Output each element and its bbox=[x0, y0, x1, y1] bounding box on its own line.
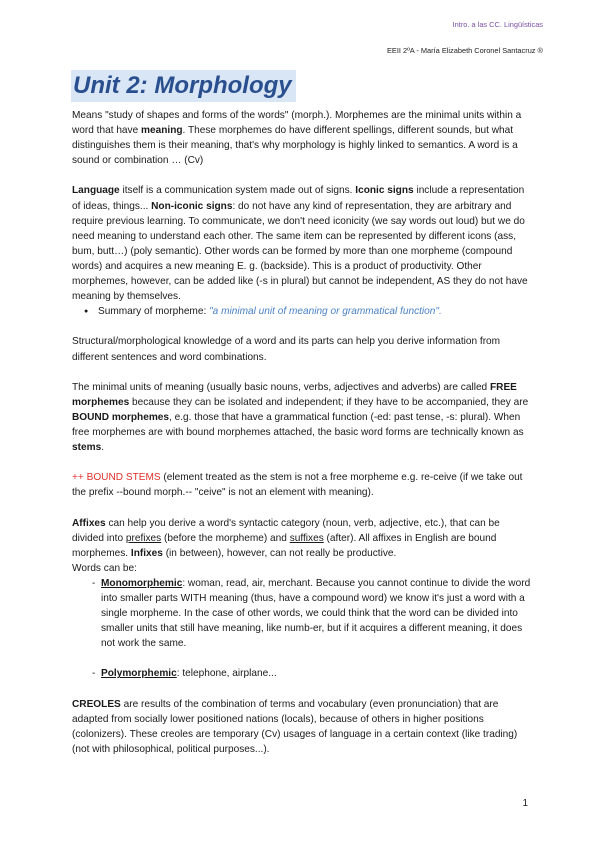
text: (in between), however, can not really be productive. bbox=[162, 547, 397, 559]
text: itself is a communication system made out of signs. bbox=[119, 185, 356, 197]
paragraph-creoles bbox=[72, 697, 532, 757]
highlight-text: ++ BOUND STEMS bbox=[72, 472, 161, 484]
text: The minimal units of meaning (usually basic nouns, verbs, adjectives and adverbs) are called bbox=[72, 381, 490, 393]
text: . bbox=[101, 442, 104, 454]
list-item-polymorphemic bbox=[72, 666, 532, 681]
text: Summary of morpheme: bbox=[98, 306, 210, 318]
text: (before the morpheme) and bbox=[161, 532, 290, 544]
text: include a representation of ideas, things... bbox=[72, 185, 525, 212]
text: , e.g. those that have a grammatical function (-ed: past tense, -s: plural). When free morphemes are with bound morphemes attached, the basic word forms are technically known as bbox=[72, 411, 524, 438]
dash-marker: - bbox=[92, 668, 96, 680]
words-can-be-label: Words can be: bbox=[72, 562, 137, 574]
document-body bbox=[72, 108, 532, 772]
bold-term: meaning bbox=[141, 125, 183, 137]
title-block bbox=[71, 70, 296, 102]
text: : telephone, airplane... bbox=[176, 668, 277, 680]
text: Means "study of shapes and forms of the words" (morph.). Morphemes are the minimal units within a word that have bbox=[72, 110, 522, 137]
underlined-term: prefixes bbox=[125, 532, 162, 544]
text: (after). All affixes in English are bound morphemes. bbox=[72, 532, 497, 559]
header-course: Intro. a las CC. Lingüísticas bbox=[452, 20, 543, 29]
text: are results of the combination of terms and vocabulary (even pronunciation) that are adapted from socially lower positioned nations (locals), because of others in higher positions (colonizers). These creoles are temporary (Cv) usages of language in a certain context (like trading) (not with philosophical, political purposes...). bbox=[72, 698, 518, 755]
bold-term: Affixes bbox=[72, 517, 106, 529]
text: : do not have any kind of representation, they are arbitrary and require previous learning. To communicate, we don't need iconicity (we say words out loud) but we do need meaning to understand each other. The same item can be represented by different icons (ass, bum, butt…) (poly semantic). Other words can be formed by more than one morpheme (compound words) and acquires a new meaning E. g. (backside). This is a product of productivity. Other morphemes, however, can be added like (-s in plural) but cannot be independent, AS they do not have meaning by themselves. bbox=[72, 200, 528, 303]
text: (element treated as the stem is not a free morpheme e.g. re-ceive (if we take out the prefix --bound morph.-- "ceive" is not an element with meaning). bbox=[72, 472, 523, 499]
bold-term: Iconic signs bbox=[355, 185, 414, 197]
paragraph-affixes bbox=[72, 516, 532, 561]
bold-term: Infixes bbox=[130, 547, 163, 559]
paragraph-intro bbox=[72, 108, 532, 168]
paragraph-language bbox=[72, 183, 532, 304]
quote-text: "a minimal unit of meaning or grammatical function". bbox=[209, 306, 442, 318]
page-title: Unit 2: Morphology bbox=[71, 70, 296, 102]
text: can help you derive a word's syntactic category (noun, verb, adjective, etc.), that can be divided into bbox=[72, 517, 500, 544]
bold-term: Non-iconic signs bbox=[151, 200, 233, 212]
header-author: EEII 2ºA - María Elizabeth Coronel Santacruz ® bbox=[386, 46, 543, 55]
page-number: 1 bbox=[522, 798, 528, 809]
list-item bbox=[76, 304, 532, 319]
paragraph-structural: Structural/morphological knowledge of a word and its parts can help you derive information from different sentences and word combinations. bbox=[72, 336, 501, 363]
bold-term: CREOLES bbox=[72, 698, 121, 710]
underlined-term: suffixes bbox=[289, 532, 324, 544]
bold-term: stems bbox=[72, 442, 102, 454]
list-item-monomorphemic bbox=[72, 576, 532, 651]
text: . These morphemes do have different spellings, different sounds, but what distinguishes them is their meaning, that's why morphology is highly linked to semantics. A word is a sound or combination … (Cv) bbox=[72, 125, 518, 167]
bold-term: FREE morphemes bbox=[72, 381, 517, 408]
bold-term: Monomorphemic bbox=[101, 577, 183, 589]
paragraph-free-bound bbox=[72, 380, 532, 455]
bold-term: Polymorphemic bbox=[101, 668, 177, 680]
paragraph-bound-stems bbox=[72, 470, 532, 500]
bold-term: Language bbox=[72, 185, 120, 197]
dash-marker: - bbox=[92, 577, 96, 589]
text: : woman, read, air, merchant. Because you cannot continue to divide the word into smaller parts WITH meaning (thus, have a compound word) we know it's just a word with a single morpheme. In the case of other words, we could think that the word can be divided into smaller units that still have meaning, like numb-er, but if it acquires a different meaning, it does not work the same. bbox=[101, 577, 531, 650]
text: because they can be isolated and independent; if they have to be accompanied, they are bbox=[129, 396, 529, 408]
bold-term: BOUND morphemes bbox=[72, 411, 170, 423]
bullet-list bbox=[72, 304, 532, 319]
